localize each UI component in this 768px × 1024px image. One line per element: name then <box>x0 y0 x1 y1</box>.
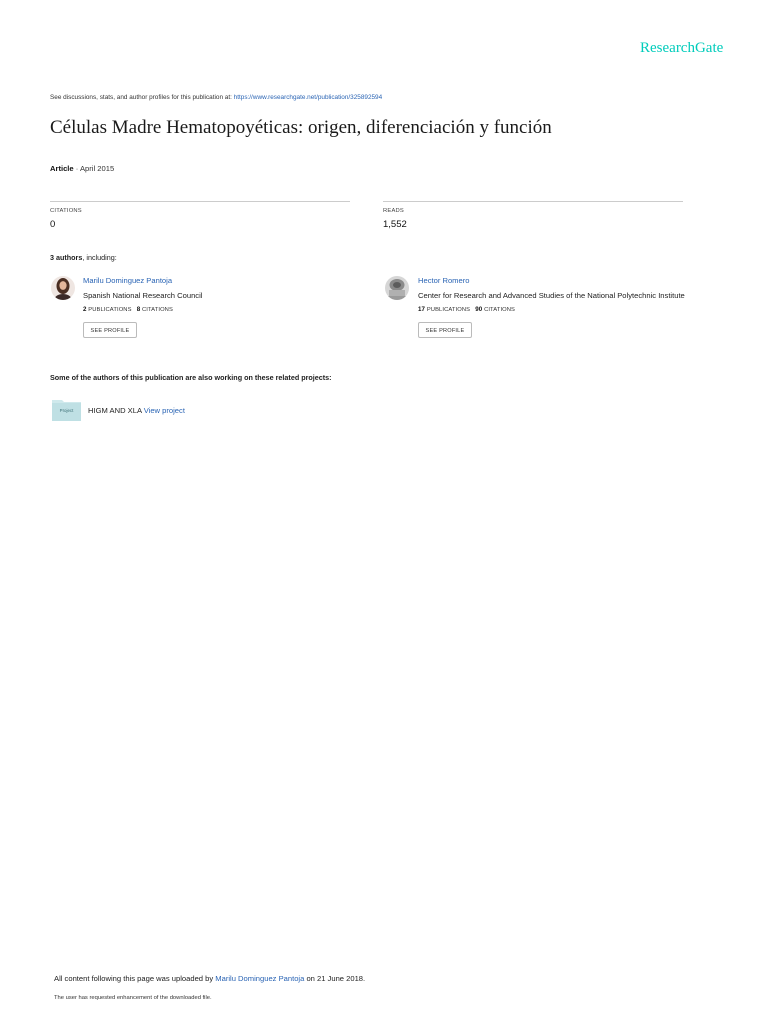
upload-notice <box>54 974 365 983</box>
authors-suffix: , including: <box>82 253 117 262</box>
author-name-link[interactable]: Hector Romero <box>418 276 470 285</box>
publication-date: · April 2015 <box>73 164 115 173</box>
related-projects-heading: Some of the authors of this publication are also working on these related projects: <box>50 373 332 382</box>
project-folder-icon[interactable] <box>52 399 81 421</box>
discussion-text: See discussions, stats, and author profiles for this publication at: <box>50 94 234 101</box>
author-stats <box>418 306 515 313</box>
citations-divider <box>50 201 350 202</box>
author-citations-label: CITATIONS <box>141 307 173 313</box>
citations-label: CITATIONS <box>50 208 82 214</box>
author-institution: Spanish National Research Council <box>83 291 203 300</box>
author-avatar[interactable] <box>385 276 409 300</box>
reads-value: 1,552 <box>383 219 407 230</box>
author-citations-count: 90 <box>475 306 483 313</box>
publication-url-link[interactable]: https://www.researchgate.net/publication/325892594 <box>233 94 383 101</box>
discussion-line <box>50 94 382 101</box>
uploader-link[interactable]: Marilu Dominguez Pantoja <box>215 974 305 983</box>
project-name: HIGM AND XLA <box>88 406 144 415</box>
author-institution: Center for Research and Advanced Studies of the National Polytechnic Institute <box>418 291 685 300</box>
see-profile-button[interactable]: SEE PROFILE <box>83 322 137 338</box>
author-avatar[interactable] <box>51 276 75 300</box>
publication-type: Article <box>50 164 74 173</box>
reads-label: READS <box>383 208 404 214</box>
authors-header <box>50 253 117 262</box>
citations-value: 0 <box>50 219 56 230</box>
researchgate-logo[interactable]: ResearchGate <box>640 40 724 56</box>
author-citations-count: 8 <box>136 306 141 313</box>
enhancement-note: The user has requested enhancement of the downloaded file. <box>54 995 212 1001</box>
author-publications-label: PUBLICATIONS <box>426 307 471 313</box>
project-item <box>88 406 185 415</box>
upload-prefix: All content following this page was uploaded by <box>54 974 216 983</box>
upload-suffix: on 21 June 2018. <box>304 974 366 983</box>
publication-title: Células Madre Hematopoyéticas: origen, diferenciación y función <box>50 117 552 138</box>
author-publications-label: PUBLICATIONS <box>88 307 132 313</box>
project-icon-label: Project <box>59 408 74 413</box>
see-profile-button[interactable]: SEE PROFILE <box>418 322 472 338</box>
author-name-link[interactable]: Marilu Dominguez Pantoja <box>83 276 173 285</box>
author-photo-icon <box>385 276 409 300</box>
reads-divider <box>383 201 683 202</box>
author-photo-icon <box>51 276 75 300</box>
author-citations-label: CITATIONS <box>484 307 516 313</box>
author-publications-count: 17 <box>418 306 426 313</box>
authors-count: 3 authors <box>50 253 83 262</box>
author-publications-count: 2 <box>83 306 87 313</box>
author-stats <box>83 306 173 313</box>
publication-meta <box>50 164 114 173</box>
view-project-link[interactable]: View project <box>143 406 185 415</box>
